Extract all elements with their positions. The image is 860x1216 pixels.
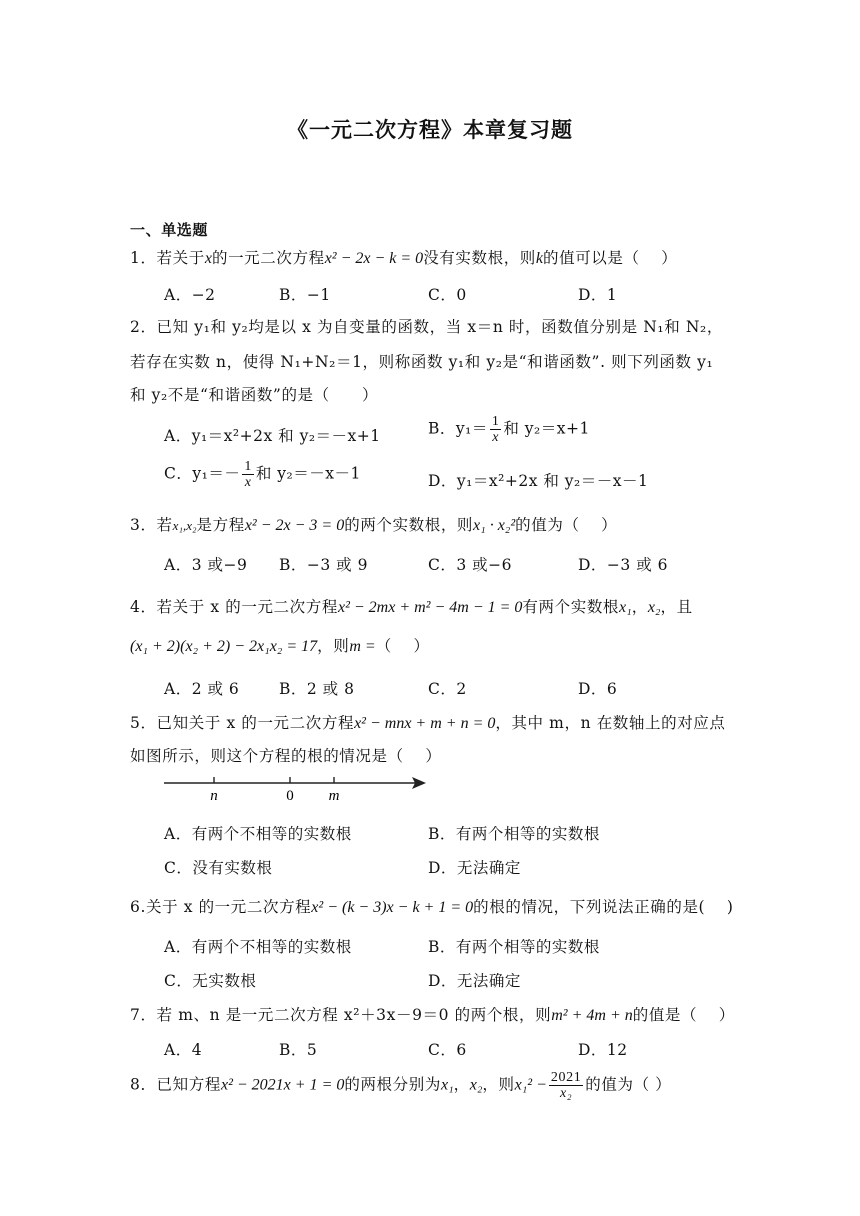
q2-option-d: D．y₁＝x²+2x 和 y₂＝－x－1: [428, 472, 649, 490]
q4-option-a: A．2 或 6: [164, 680, 240, 698]
q1-option-c: C．0: [428, 286, 467, 304]
question-2-line-2: 若存在实数 n，使得 N₁+N₂＝1，则称函数 y₁和 y₂是“和谐函数”. 则下列函数 y₁: [130, 353, 714, 371]
q7-option-d: D．12: [578, 1041, 628, 1059]
q5-option-c: C．没有实数根: [164, 859, 273, 877]
q6-option-a: A．有两个不相等的实数根: [164, 938, 352, 956]
q3-option-c: C．3 或−6: [428, 556, 512, 574]
q6-option-b: B．有两个相等的实数根: [428, 938, 600, 956]
fraction: $\frac{2021}{\text{x₂}}$: [550, 1070, 582, 1101]
q4-option-b: B．2 或 8: [279, 680, 355, 698]
q4-option-c: C．2: [428, 680, 467, 698]
q3-option-a: A．3 或−9: [164, 556, 248, 574]
q7-option-a: A．4: [164, 1041, 203, 1059]
q2-option-b: B．y₁＝ $\frac{1}{x}$ 和 y₂＝x+1: [428, 414, 590, 445]
q1-equation: x² − 2x − k = 0: [324, 250, 424, 267]
q2-option-c: C．y₁＝－ $\frac{1}{x}$ 和 y₂＝－x－1: [164, 459, 361, 490]
question-5-line-2: 如图所示，则这个方程的根的情况是（ ）: [130, 747, 442, 765]
label-m: m: [328, 788, 340, 804]
q5-option-a: A．有两个不相等的实数根: [164, 825, 352, 843]
q5-equation: x² − mnx + m + n = 0: [354, 715, 496, 732]
q1-option-b: B．−1: [279, 286, 331, 304]
question-2-line-3: 和 y₂不是“和谐函数”的是（ ）: [130, 386, 379, 404]
q3-equation: x² − 2x − 3 = 0: [244, 517, 345, 534]
question-6: 6.关于 x 的一元二次方程x² − (k − 3)x − k + 1 = 0的根的情况，下列说法正确的是( ): [130, 898, 734, 916]
section-heading: 一、单选题: [130, 221, 209, 239]
q7-option-c: C．6: [428, 1041, 467, 1059]
q3-option-b: B．−3 或 9: [279, 556, 368, 574]
q1-option-a: A．−2: [164, 286, 216, 304]
fraction: $\frac{1}{x}$: [491, 414, 500, 445]
q4-equation: x² − 2mx + m² − 4m − 1 = 0: [337, 599, 523, 616]
q8-equation: x² − 2021x + 1 = 0: [220, 1076, 345, 1094]
label-zero: 0: [286, 788, 294, 804]
q6-equation: x² − (k − 3)x − k + 1 = 0: [311, 899, 474, 916]
question-2-line-1: 2．已知 y₁和 y₂均是以 x 为自变量的函数，当 x＝n 时，函数值分别是 N₁和 N₂，: [130, 318, 723, 336]
q3-option-d: D．−3 或 6: [578, 556, 668, 574]
label-n: n: [210, 788, 218, 804]
q6-option-d: D．无法确定: [428, 972, 521, 990]
question-4-line-1: 4．若关于 x 的一元二次方程x² − 2mx + m² − 4m − 1 = 0有两个实数根x₁，x₂，且: [130, 598, 693, 616]
q7-option-b: B．5: [279, 1041, 318, 1059]
question-1: 1．若关于x的一元二次方程x² − 2x − k = 0没有实数根，则k的值可以是（ ）: [130, 249, 678, 267]
number-line-figure: [160, 770, 430, 804]
q5-option-b: B．有两个相等的实数根: [428, 825, 600, 843]
fraction: $\frac{1}{x}$: [244, 459, 252, 490]
q6-option-c: C．无实数根: [164, 972, 257, 990]
question-3: 3．若x₁,x₂是方程x² − 2x − 3 = 0的两个实数根，则x₁ · x₂²的值为（ ）: [130, 516, 618, 534]
q4-option-d: D．6: [578, 680, 618, 698]
q2-option-a: A．y₁＝x²+2x 和 y₂＝－x+1: [164, 427, 381, 445]
q5-option-d: D．无法确定: [428, 859, 521, 877]
page-title: 《一元二次方程》本章复习题: [287, 118, 573, 142]
question-7: 7．若 m、n 是一元二次方程 x²＋3x－9＝0 的两个根，则m² + 4m + n的值是（ ）: [130, 1006, 735, 1024]
question-4-line-2: (x₁ + 2)(x₂ + 2) − 2x₁x₂ = 17，则m =（ ）: [130, 637, 430, 655]
q4-condition: (x₁ + 2)(x₂ + 2) − 2x₁x₂ = 17: [130, 638, 318, 655]
q1-option-d: D．1: [578, 286, 618, 304]
question-8: 8．已知方程x² − 2021x + 1 = 0的两根分别为x₁，x₂，则x₁² − $\frac{2021}{\text{x₂}}$ 的值为（ ）: [130, 1070, 672, 1101]
question-5-line-1: 5．已知关于 x 的一元二次方程x² − mnx + m + n = 0，其中 m，n 在数轴上的对应点: [130, 714, 726, 732]
